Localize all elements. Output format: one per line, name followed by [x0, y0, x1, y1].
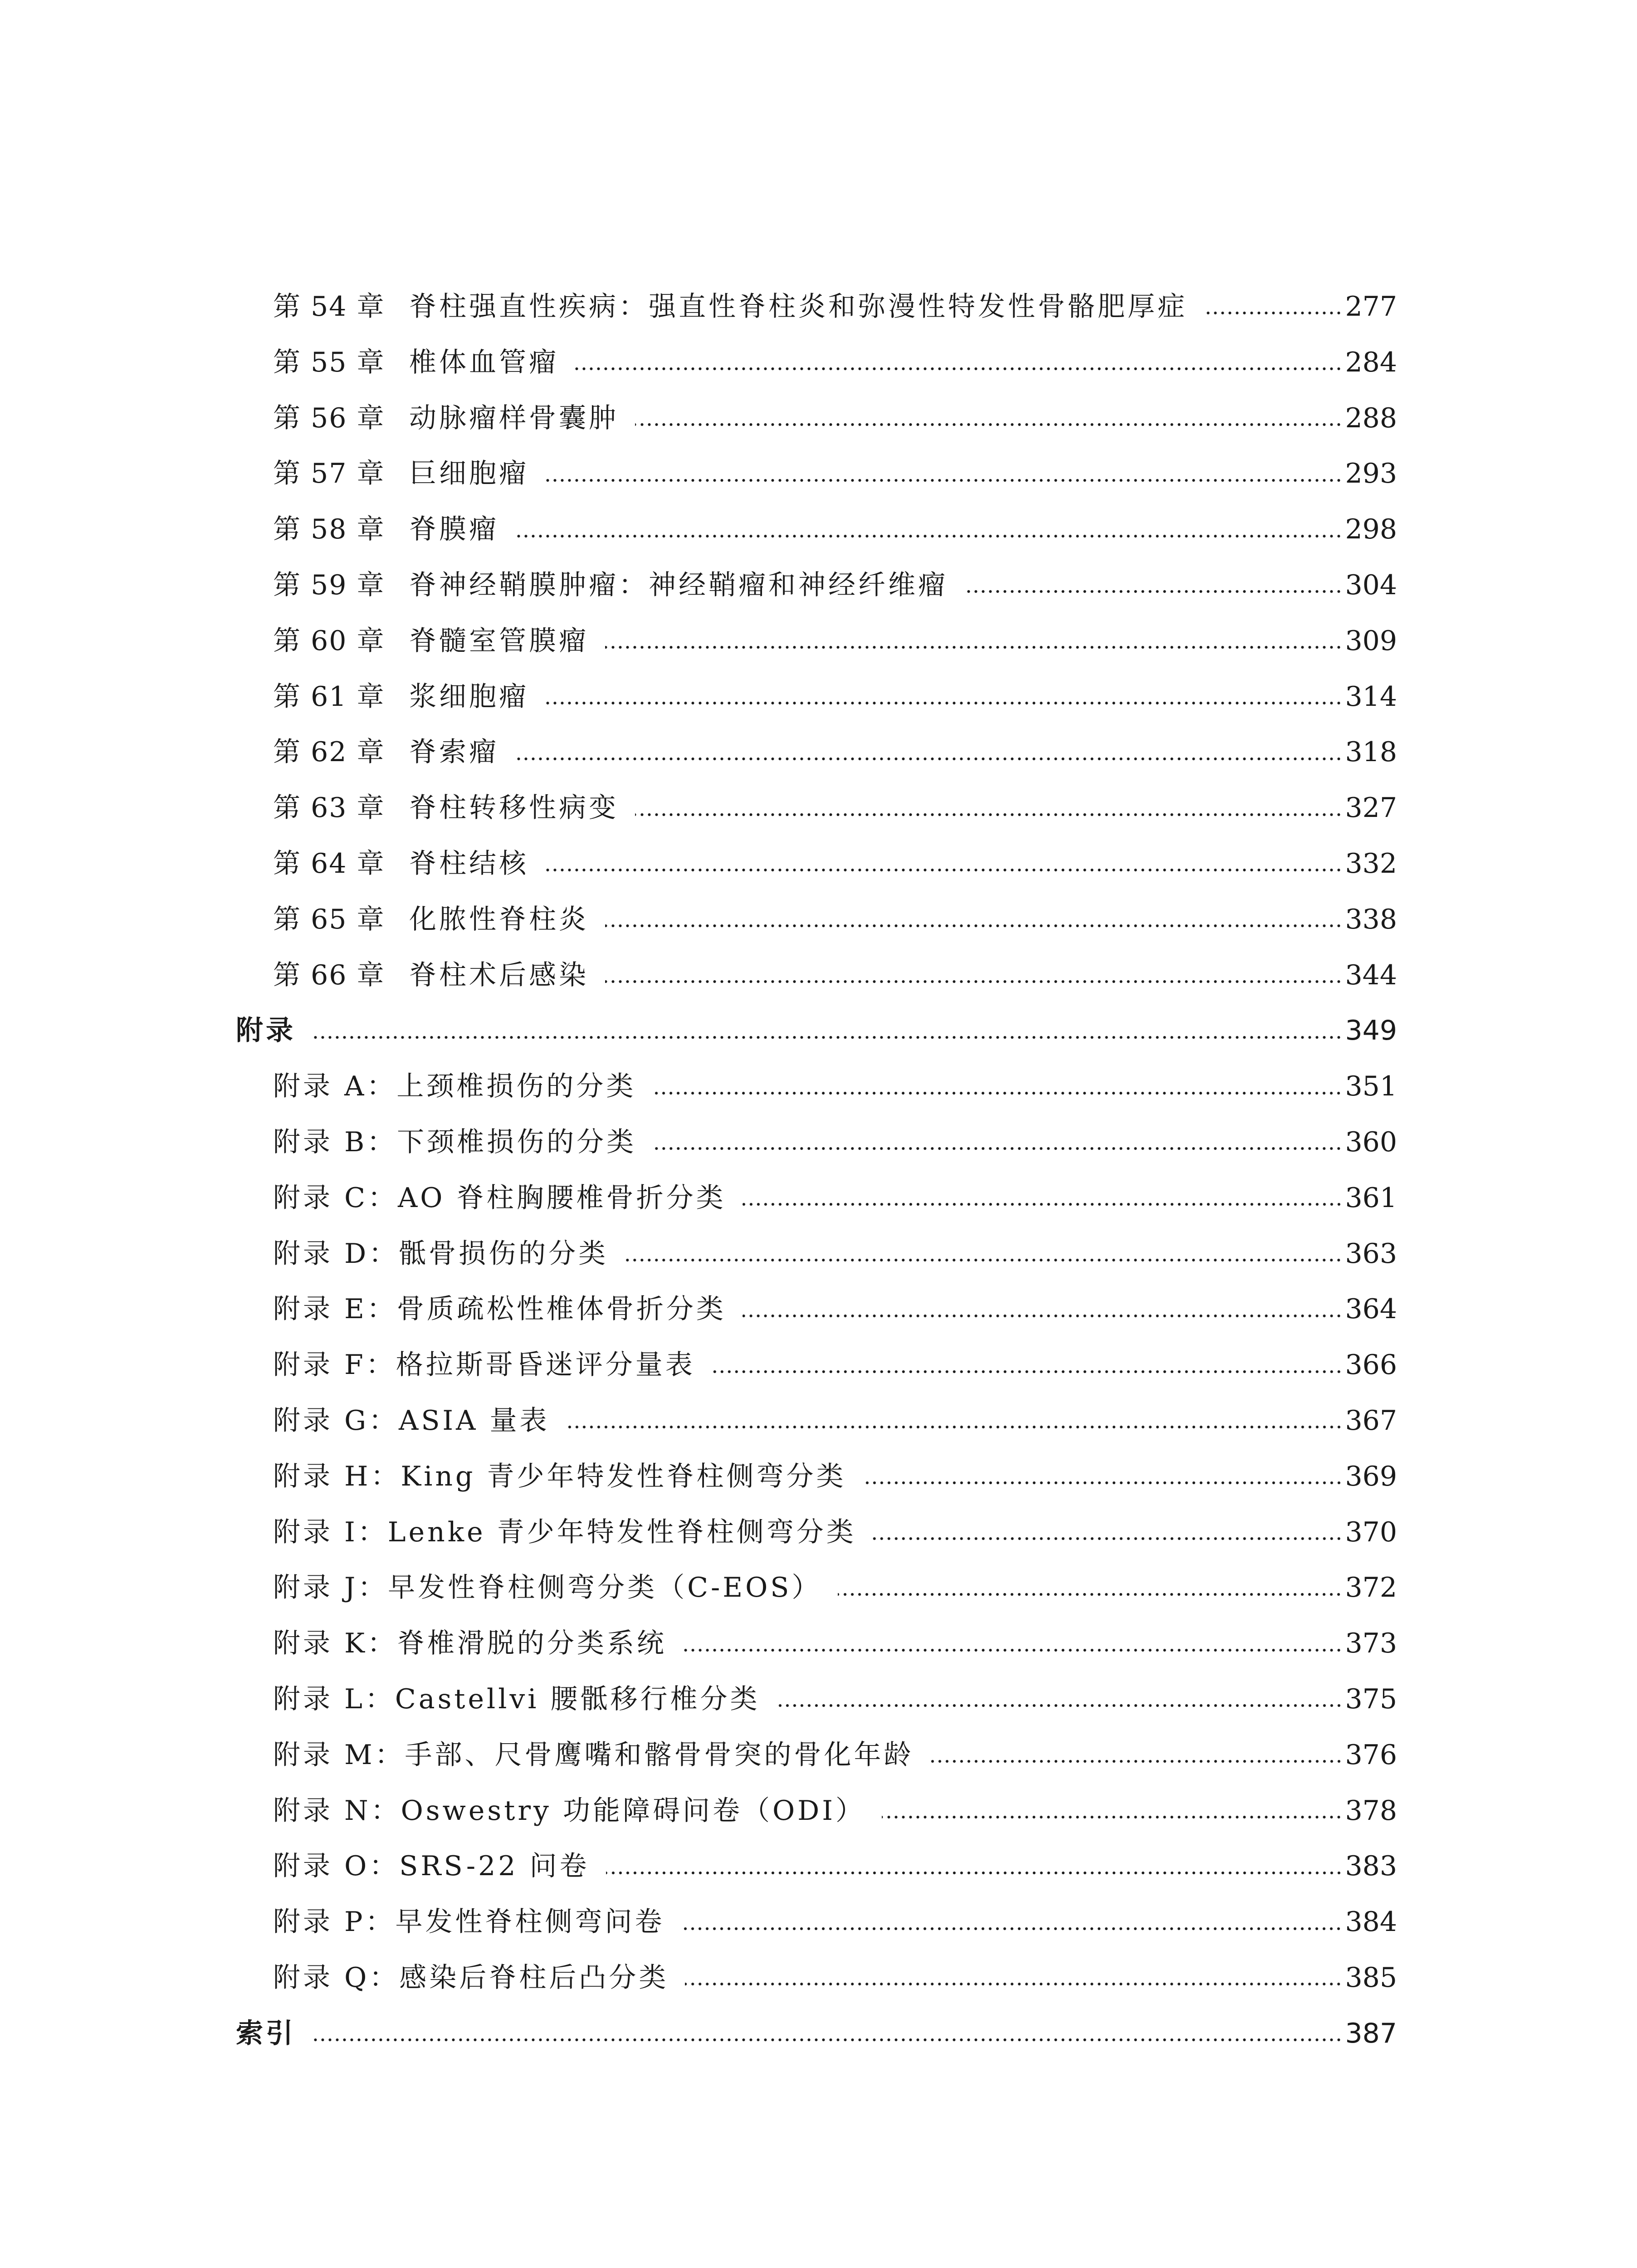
- appendix-title: 附录 H：King 青少年特发性脊柱侧弯分类: [273, 1460, 846, 1492]
- chapter-number: 第 57 章: [273, 458, 385, 490]
- appendix-title: 附录 N：Oswestry 功能障碍问卷（ODI）: [273, 1794, 865, 1827]
- page-number: 288: [1345, 402, 1397, 434]
- dot-leader: [606, 1871, 1343, 1875]
- dot-leader: [930, 1759, 1343, 1764]
- toc-entry-appendix-c[interactable]: [236, 1170, 1397, 1226]
- page-number: 349: [1345, 1015, 1397, 1047]
- page-number: 351: [1345, 1070, 1397, 1103]
- dot-leader: [964, 589, 1342, 594]
- appendix-title: 附录 G：ASIA 量表: [273, 1404, 550, 1437]
- appendix-title: 附录 K：脊椎滑脱的分类系统: [273, 1628, 667, 1660]
- dot-leader: [625, 1258, 1342, 1262]
- dot-leader: [545, 701, 1342, 705]
- dot-leader: [777, 1703, 1343, 1708]
- dot-leader: [575, 367, 1342, 371]
- chapter-title: 脊柱结核: [409, 847, 529, 880]
- chapter-title: 化脓性脊柱炎: [409, 903, 589, 935]
- chapter-number: 第 59 章: [273, 569, 385, 601]
- page-number: 318: [1345, 736, 1397, 768]
- page-number: 332: [1345, 847, 1397, 880]
- dot-leader: [681, 1926, 1342, 1931]
- page-number: 376: [1345, 1739, 1397, 1771]
- page-number: 327: [1345, 792, 1397, 824]
- appendix-title: 附录 F：格拉斯哥昏迷评分量表: [273, 1349, 695, 1381]
- toc-entry-chapter-57[interactable]: [236, 446, 1397, 502]
- page-number: 366: [1345, 1349, 1397, 1381]
- appendix-title: 附录 C：AO 脊柱胸腰椎骨折分类: [273, 1182, 726, 1214]
- chapter-title: 脊膜瘤: [409, 513, 499, 546]
- dot-leader: [566, 1425, 1343, 1429]
- dot-leader: [605, 645, 1342, 650]
- page-number: 370: [1345, 1516, 1397, 1548]
- appendix-title: 附录 Q：感染后脊柱后凸分类: [273, 1961, 669, 1994]
- toc-entry-index-section[interactable]: [236, 2006, 1397, 2062]
- toc-entry-appendix-n[interactable]: [236, 1783, 1397, 1839]
- appendix-title: 附录 M：手部、尺骨鹰嘴和髂骨骨突的骨化年龄: [273, 1739, 914, 1771]
- appendix-title: 附录 E：骨质疏松性椎体骨折分类: [273, 1293, 726, 1325]
- dot-leader: [312, 1035, 1342, 1040]
- dot-leader: [635, 812, 1342, 817]
- page-number: 344: [1345, 959, 1397, 991]
- dot-leader: [873, 1536, 1343, 1541]
- page-number: 367: [1345, 1404, 1397, 1437]
- dot-leader: [312, 2038, 1342, 2042]
- page-number: 375: [1345, 1683, 1397, 1715]
- toc-entry-appendix-b[interactable]: [236, 1114, 1397, 1170]
- dot-leader: [743, 1314, 1343, 1318]
- page-number: 338: [1345, 903, 1397, 935]
- dot-leader: [1204, 311, 1342, 315]
- toc-entry-appendix-h[interactable]: [236, 1449, 1397, 1505]
- dot-leader: [743, 1202, 1343, 1207]
- toc-entry-chapter-61[interactable]: [236, 669, 1397, 725]
- chapter-title: 脊柱转移性病变: [409, 792, 619, 824]
- appendix-title: 附录 L：Castellvi 腰骶移行椎分类: [273, 1683, 760, 1715]
- appendix-title: 附录 J：早发性脊柱侧弯分类（C-EOS）: [273, 1572, 822, 1604]
- chapter-title: 浆细胞瘤: [409, 680, 529, 713]
- page-number: 383: [1345, 1850, 1397, 1882]
- toc-entry-chapter-66[interactable]: [236, 948, 1397, 1003]
- toc-entry-appendix-o[interactable]: [236, 1838, 1397, 1894]
- section-title: 索引: [236, 2017, 296, 2049]
- chapter-number: 第 58 章: [273, 513, 385, 546]
- dot-leader: [605, 979, 1342, 984]
- toc-entry-appendix-i[interactable]: [236, 1505, 1397, 1560]
- toc-entry-chapter-58[interactable]: [236, 502, 1397, 557]
- page-number: 384: [1345, 1906, 1397, 1938]
- dot-leader: [863, 1481, 1343, 1485]
- chapter-number: 第 54 章: [273, 291, 385, 323]
- toc-entry-chapter-59[interactable]: [236, 557, 1397, 613]
- chapter-number: 第 61 章: [273, 680, 385, 713]
- chapter-number: 第 56 章: [273, 402, 385, 434]
- toc-entry-appendix-m[interactable]: [236, 1727, 1397, 1783]
- page-number: 385: [1345, 1961, 1397, 1994]
- toc-entry-appendix-p[interactable]: [236, 1894, 1397, 1950]
- dot-leader: [838, 1592, 1342, 1597]
- page-number: 369: [1345, 1460, 1397, 1492]
- page-number: 293: [1345, 458, 1397, 490]
- toc-entry-chapter-64[interactable]: [236, 836, 1397, 892]
- dot-leader: [712, 1369, 1343, 1374]
- toc-entry-appendix-e[interactable]: [236, 1281, 1397, 1337]
- toc-entry-appendix-q[interactable]: [236, 1950, 1397, 2006]
- toc-entry-chapter-62[interactable]: [236, 724, 1397, 780]
- dot-leader: [515, 757, 1342, 761]
- page-number: 304: [1345, 569, 1397, 601]
- page-number: 309: [1345, 625, 1397, 657]
- page-number: 372: [1345, 1572, 1397, 1604]
- toc-entry-appendix-l[interactable]: [236, 1672, 1397, 1727]
- dot-leader: [653, 1146, 1342, 1151]
- toc-entry-appendix-f[interactable]: [236, 1337, 1397, 1393]
- page-number: 284: [1345, 346, 1397, 378]
- appendix-title: 附录 D：骶骨损伤的分类: [273, 1237, 609, 1270]
- appendix-title: 附录 O：SRS-22 问卷: [273, 1850, 590, 1882]
- toc-entry-chapter-63[interactable]: [236, 780, 1397, 836]
- toc-entry-chapter-54[interactable]: [236, 279, 1397, 335]
- appendix-title: 附录 P：早发性脊柱侧弯问卷: [273, 1906, 665, 1938]
- dot-leader: [652, 1091, 1342, 1095]
- chapter-title: 脊柱强直性疾病：强直性脊柱炎和弥漫性特发性骨骼肥厚症: [409, 291, 1187, 323]
- chapter-title: 脊神经鞘膜肿瘤：神经鞘瘤和神经纤维瘤: [409, 569, 948, 601]
- toc-entry-appendix-d[interactable]: [236, 1226, 1397, 1282]
- page-number: 363: [1345, 1237, 1397, 1270]
- chapter-title: 脊柱术后感染: [409, 959, 589, 991]
- toc-entry-appendix-k[interactable]: [236, 1616, 1397, 1672]
- chapter-number: 第 63 章: [273, 792, 385, 824]
- chapter-title: 动脉瘤样骨囊肿: [409, 402, 619, 434]
- page-number: 373: [1345, 1628, 1397, 1660]
- page-number: 387: [1345, 2017, 1397, 2049]
- toc-entry-chapter-56[interactable]: [236, 391, 1397, 446]
- page-number: 360: [1345, 1126, 1397, 1158]
- dot-leader: [882, 1815, 1343, 1819]
- toc-entry-chapter-65[interactable]: [236, 892, 1397, 948]
- table-of-contents: [236, 279, 1397, 2062]
- toc-entry-appendix-j[interactable]: [236, 1560, 1397, 1616]
- appendix-title: 附录 B：下颈椎损伤的分类: [273, 1126, 637, 1158]
- appendix-title: 附录 A：上颈椎损伤的分类: [273, 1070, 636, 1103]
- dot-leader: [605, 924, 1342, 928]
- toc-entry-appendix-a[interactable]: [236, 1059, 1397, 1114]
- dot-leader: [685, 1982, 1342, 1986]
- page-number: 378: [1345, 1794, 1397, 1827]
- chapter-title: 巨细胞瘤: [409, 458, 529, 490]
- toc-entry-chapter-55[interactable]: [236, 335, 1397, 391]
- dot-leader: [683, 1648, 1343, 1652]
- appendix-title: 附录 I：Lenke 青少年特发性脊柱侧弯分类: [273, 1516, 856, 1548]
- chapter-number: 第 65 章: [273, 903, 385, 935]
- chapter-number: 第 64 章: [273, 847, 385, 880]
- toc-entry-appendix-g[interactable]: [236, 1393, 1397, 1449]
- dot-leader: [635, 422, 1342, 427]
- page-number: 298: [1345, 513, 1397, 546]
- dot-leader: [545, 478, 1342, 483]
- toc-entry-chapter-60[interactable]: [236, 613, 1397, 669]
- toc-entry-appendix-section[interactable]: [236, 1003, 1397, 1059]
- dot-leader: [515, 534, 1342, 538]
- chapter-title: 脊索瘤: [409, 736, 499, 768]
- page-number: 361: [1345, 1182, 1397, 1214]
- chapter-number: 第 60 章: [273, 625, 385, 657]
- chapter-number: 第 55 章: [273, 346, 385, 378]
- section-title: 附录: [236, 1015, 296, 1047]
- page-number: 364: [1345, 1293, 1397, 1325]
- page-number: 277: [1345, 291, 1397, 323]
- chapter-title: 脊髓室管膜瘤: [409, 625, 589, 657]
- dot-leader: [545, 868, 1342, 872]
- page-number: 314: [1345, 680, 1397, 713]
- chapter-number: 第 66 章: [273, 959, 385, 991]
- chapter-title: 椎体血管瘤: [409, 346, 559, 378]
- chapter-number: 第 62 章: [273, 736, 385, 768]
